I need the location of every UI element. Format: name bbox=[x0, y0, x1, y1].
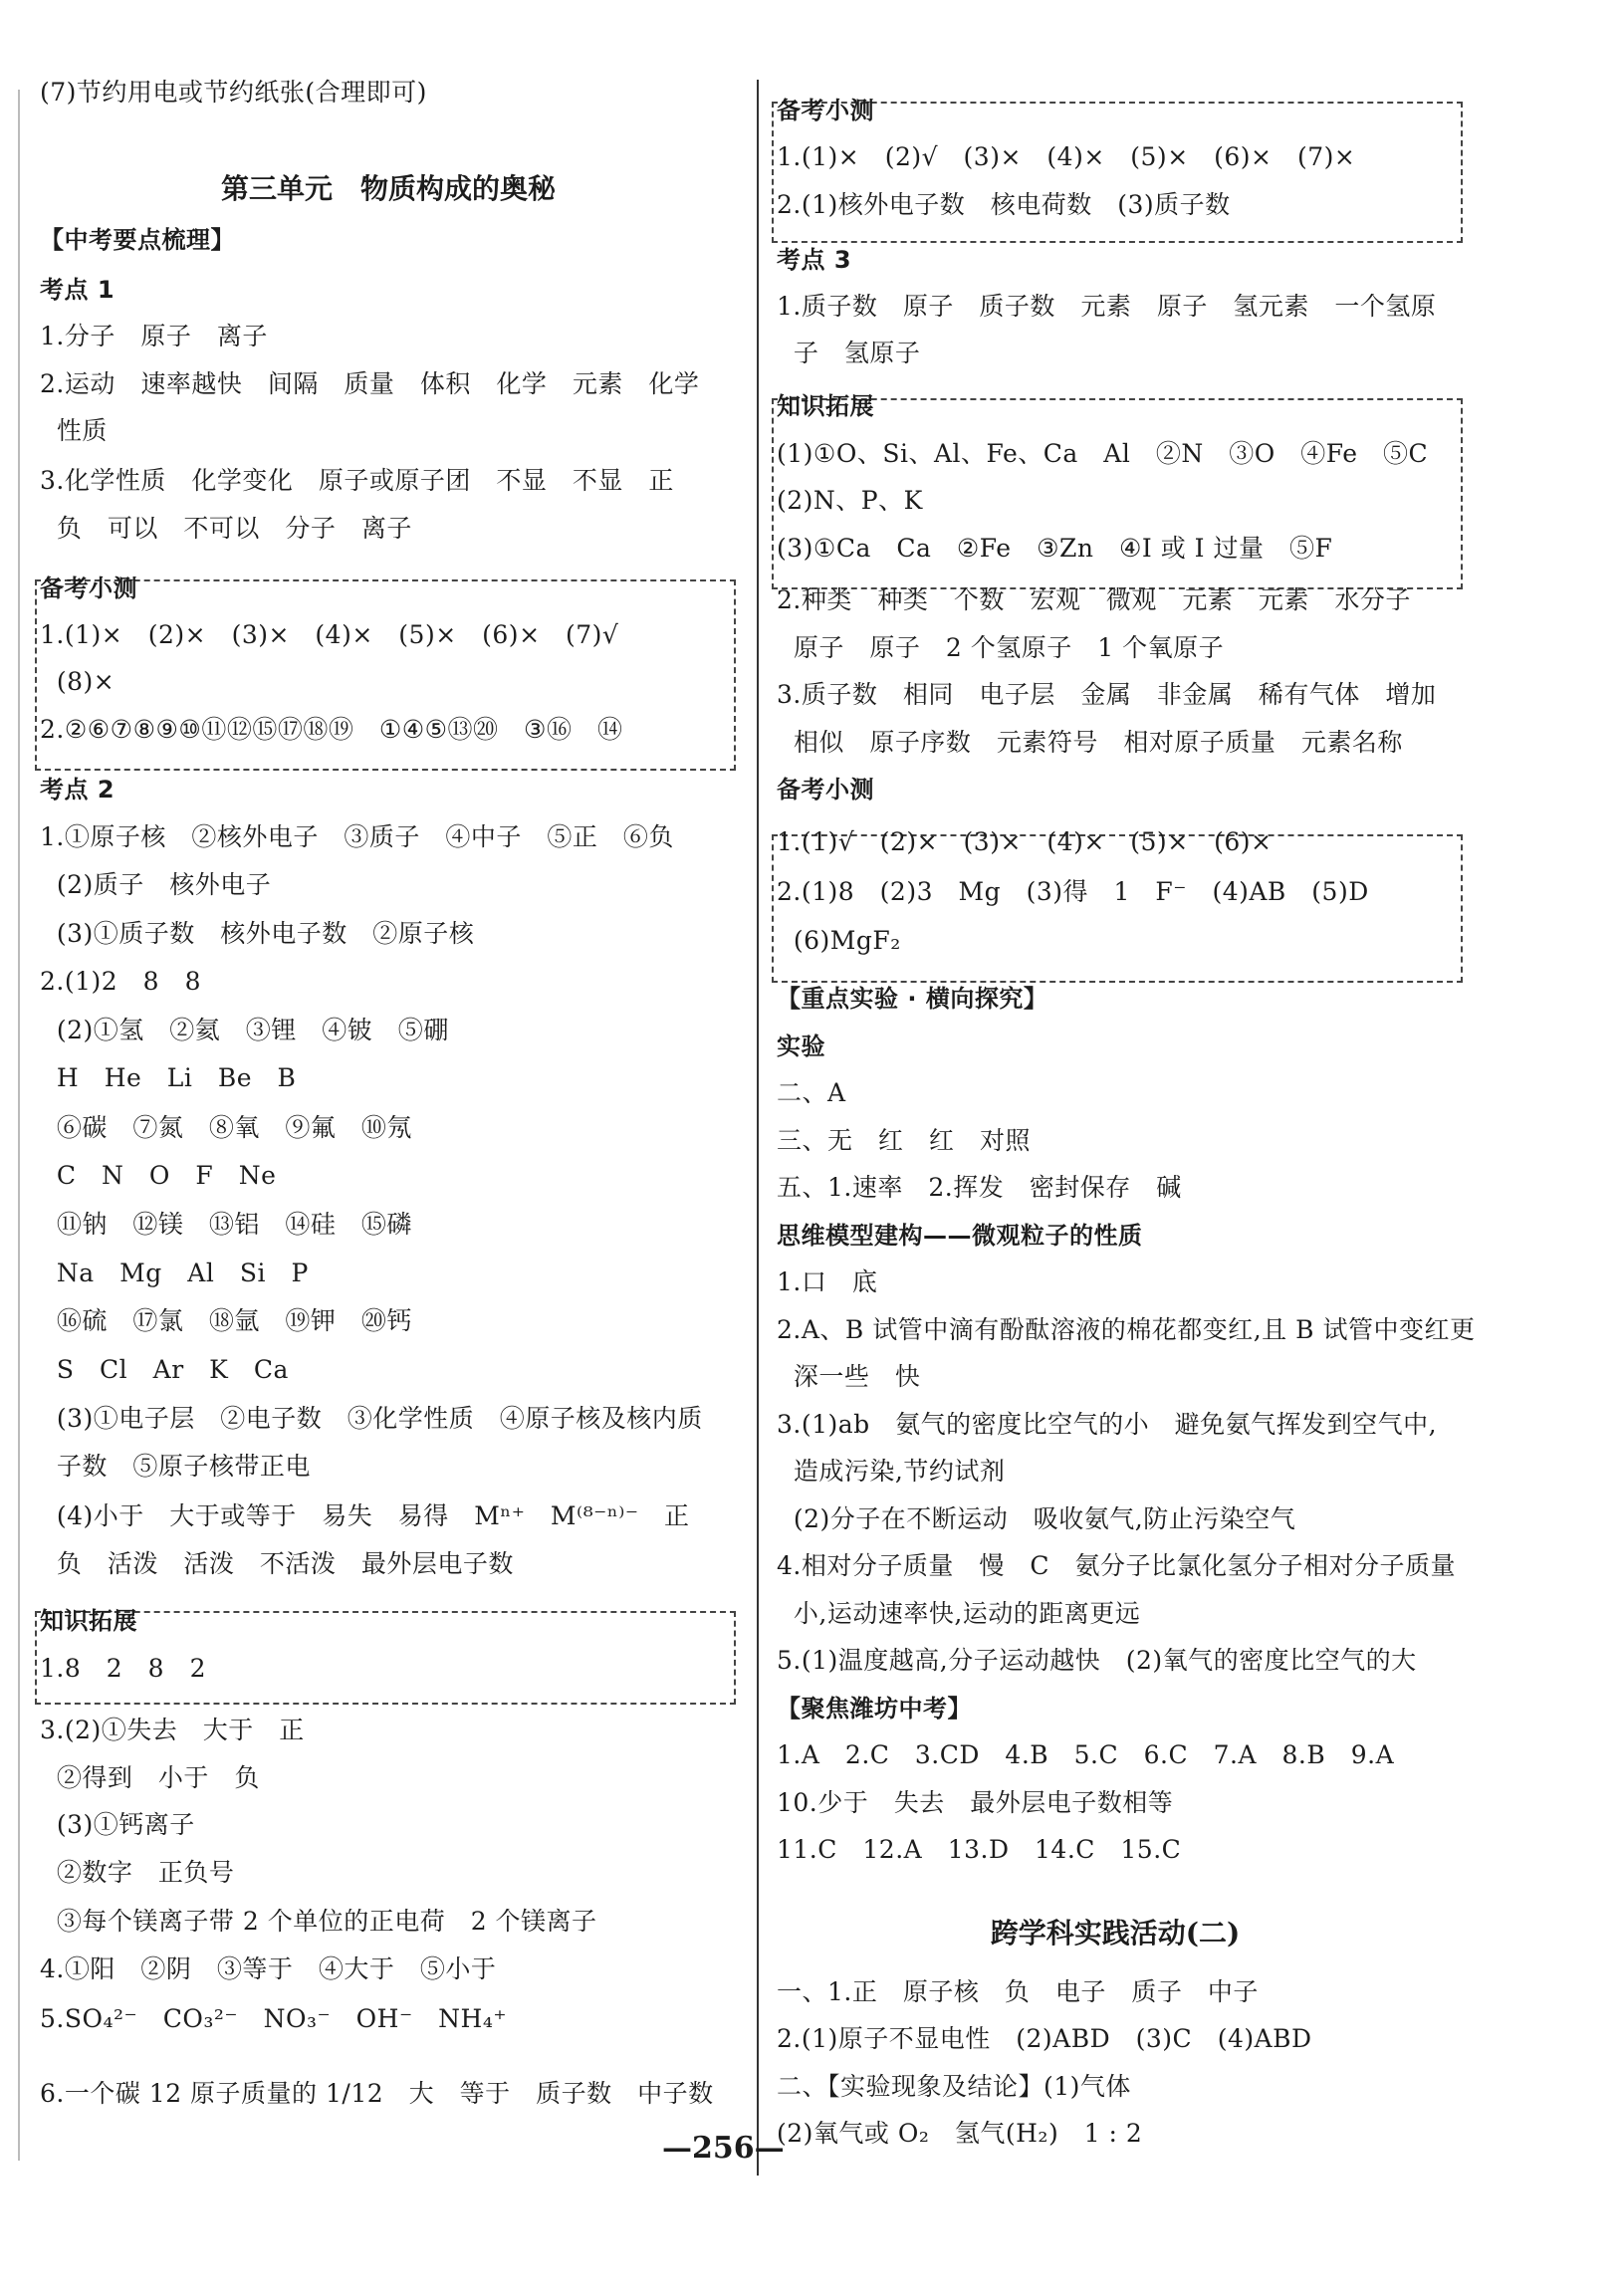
left-line-5: 性质 bbox=[40, 416, 108, 445]
left-line-27: (4)小于 大于或等于 易失 易得 Mⁿ⁺ M⁽⁸⁻ⁿ⁾⁻ 正 bbox=[40, 1501, 690, 1530]
right-line-10: 2.种类 种类 个数 宏观 微观 元素 元素 水分子 bbox=[777, 585, 1411, 614]
right-line-6: 知识拓展 bbox=[777, 392, 874, 420]
left-line-11: 2.②⑥⑦⑧⑨⑩⑪⑫⑮⑰⑱⑲ ①④⑤⑬⑳ ③⑯ ⑭ bbox=[40, 715, 623, 744]
right-line-18: 【重点实验 · 横向探究】 bbox=[777, 985, 1048, 1013]
left-line-21: ⑪钠 ⑫镁 ⑬铝 ⑭硅 ⑮磷 bbox=[40, 1210, 412, 1239]
left-line-19: ⑥碳 ⑦氮 ⑧氧 ⑨氟 ⑩氖 bbox=[40, 1113, 412, 1142]
right-line-14: 备考小测 bbox=[777, 776, 874, 804]
right-line-32: 5.(1)温度越高,分子运动越快 (2)氧气的密度比空气的大 bbox=[777, 1646, 1417, 1675]
right-line-20: 二、A bbox=[777, 1078, 846, 1107]
right-line-34: 1.A 2.C 3.CD 4.B 5.C 6.C 7.A 8.B 9.A bbox=[777, 1740, 1395, 1769]
left-line-26: 子数 ⑤原子核带正电 bbox=[40, 1452, 311, 1481]
left-line-18: H He Li Be B bbox=[40, 1063, 297, 1092]
right-line-9: (3)①Ca Ca ②Fe ③Zn ④I 或 I 过量 ⑤F bbox=[777, 534, 1333, 563]
left-line-20: C N O F Ne bbox=[40, 1161, 277, 1190]
left-line-17: (2)①氢 ②氦 ③锂 ④铍 ⑤硼 bbox=[40, 1016, 449, 1044]
page-number: —256— bbox=[662, 2131, 785, 2166]
left-line-37: 5.SO₄²⁻ CO₃²⁻ NO₃⁻ OH⁻ NH₄⁺ bbox=[40, 2004, 508, 2033]
right-line-26: 深一些 快 bbox=[777, 1362, 921, 1391]
right-line-24: 1.口 底 bbox=[777, 1267, 878, 1296]
left-line-30: 1.8 2 8 2 bbox=[40, 1654, 206, 1683]
left-line-1: 【中考要点梳理】 bbox=[40, 226, 235, 254]
right-line-0: 备考小测 bbox=[777, 97, 874, 124]
left-line-23: ⑯硫 ⑰氯 ⑱氩 ⑲钾 ⑳钙 bbox=[40, 1306, 412, 1335]
right-line-7: (1)①O、Si、Al、Fe、Ca Al ②N ③O ④Fe ⑤C bbox=[777, 439, 1429, 468]
left-line-24: S Cl Ar K Ca bbox=[40, 1355, 289, 1384]
right-line-5: 子 氢原子 bbox=[777, 339, 921, 367]
right-line-13: 相似 原子序数 元素符号 相对原子质量 元素名称 bbox=[777, 728, 1403, 757]
left-line-4: 2.运动 速率越快 间隔 质量 体积 化学 元素 化学 bbox=[40, 369, 700, 398]
right-line-3: 考点 3 bbox=[777, 246, 852, 274]
left-line-13: 1.①原子核 ②核外电子 ③质子 ④中子 ⑤正 ⑥负 bbox=[40, 822, 674, 851]
left-line-35: ③每个镁离子带 2 个单位的正电荷 2 个镁离子 bbox=[40, 1907, 597, 1936]
left-line-28: 负 活泼 活泼 不活泼 最外层电子数 bbox=[40, 1549, 514, 1578]
right-line-15: 1.(1)√ (2)× (3)× (4)× (5)× (6)× bbox=[777, 827, 1273, 856]
left-line-31: 3.(2)①失去 大于 正 bbox=[40, 1716, 305, 1744]
right-line-33: 【聚焦潍坊中考】 bbox=[777, 1695, 972, 1722]
unit-title: 第三单元 物质构成的奥秘 bbox=[220, 172, 556, 205]
left-line-10: (8)× bbox=[40, 667, 116, 696]
section-title: 跨学科实践活动(二) bbox=[990, 1917, 1241, 1950]
left-line-7: 负 可以 不可以 分子 离子 bbox=[40, 514, 412, 543]
right-line-25: 2.A、B 试管中滴有酚酞溶液的棉花都变红,且 B 试管中变红更 bbox=[777, 1315, 1476, 1344]
left-line-33: (3)①钙离子 bbox=[40, 1810, 195, 1839]
left-line-8: 备考小测 bbox=[40, 574, 137, 602]
right-line-36: 11.C 12.A 13.D 14.C 15.C bbox=[777, 1835, 1182, 1864]
right-line-23: 思维模型建构——微观粒子的性质 bbox=[777, 1222, 1143, 1250]
right-line-27: 3.(1)ab 氨气的密度比空气的小 避免氨气挥发到空气中, bbox=[777, 1410, 1438, 1439]
left-line-38: 6.一个碳 12 原子质量的 1/12 大 等于 质子数 中子数 bbox=[40, 2079, 714, 2108]
right-line-12: 3.质子数 相同 电子层 金属 非金属 稀有气体 增加 bbox=[777, 680, 1437, 709]
left-line-3: 1.分子 原子 离子 bbox=[40, 322, 268, 350]
right-line-28: 造成污染,节约试剂 bbox=[777, 1457, 1006, 1486]
right-line-38: 2.(1)原子不显电性 (2)ABD (3)C (4)ABD bbox=[777, 2024, 1312, 2053]
left-line-12: 考点 2 bbox=[40, 776, 116, 804]
right-line-11: 原子 原子 2 个氢原子 1 个氧原子 bbox=[777, 633, 1225, 662]
right-line-21: 三、无 红 红 对照 bbox=[777, 1126, 1032, 1155]
column-divider bbox=[757, 80, 759, 2176]
left-line-6: 3.化学性质 化学变化 原子或原子团 不显 不显 正 bbox=[40, 466, 674, 495]
right-line-37: 一、1.正 原子核 负 电子 质子 中子 bbox=[777, 1977, 1259, 2006]
left-line-34: ②数字 正负号 bbox=[40, 1858, 235, 1887]
left-line-0: (7)节约用电或节约纸张(合理即可) bbox=[40, 78, 427, 107]
right-line-39: 二、【实验现象及结论】(1)气体 bbox=[777, 2072, 1131, 2101]
left-margin-rule bbox=[18, 90, 20, 2161]
right-line-16: 2.(1)8 (2)3 Mg (3)得 1 F⁻ (4)AB (5)D bbox=[777, 877, 1369, 906]
right-line-2: 2.(1)核外电子数 核电荷数 (3)质子数 bbox=[777, 190, 1231, 219]
left-line-14: (2)质子 核外电子 bbox=[40, 870, 272, 899]
right-line-29: (2)分子在不断运动 吸收氨气,防止污染空气 bbox=[777, 1504, 1296, 1533]
left-line-29: 知识拓展 bbox=[40, 1607, 137, 1635]
left-line-25: (3)①电子层 ②电子数 ③化学性质 ④原子核及核内质 bbox=[40, 1404, 703, 1433]
right-line-1: 1.(1)× (2)√ (3)× (4)× (5)× (6)× (7)× bbox=[777, 142, 1356, 171]
right-line-35: 10.少于 失去 最外层电子数相等 bbox=[777, 1788, 1174, 1817]
right-line-8: (2)N、P、K bbox=[777, 486, 923, 515]
right-line-4: 1.质子数 原子 质子数 元素 原子 氢元素 一个氢原 bbox=[777, 292, 1437, 321]
left-line-22: Na Mg Al Si P bbox=[40, 1259, 309, 1287]
right-line-30: 4.相对分子质量 慢 C 氨分子比氯化氢分子相对分子质量 bbox=[777, 1551, 1456, 1580]
left-line-36: 4.①阳 ②阴 ③等于 ④大于 ⑤小于 bbox=[40, 1954, 497, 1983]
left-line-2: 考点 1 bbox=[40, 276, 116, 304]
right-line-19: 实验 bbox=[777, 1033, 825, 1060]
left-line-15: (3)①质子数 核外电子数 ②原子核 bbox=[40, 919, 475, 948]
quiz-box-2 bbox=[772, 102, 1463, 243]
right-line-17: (6)MgF₂ bbox=[777, 926, 901, 955]
right-line-31: 小,运动速率快,运动的距离更远 bbox=[777, 1599, 1141, 1628]
right-line-40: (2)氧气或 O₂ 氢气(H₂) 1 : 2 bbox=[777, 2119, 1143, 2148]
left-line-32: ②得到 小于 负 bbox=[40, 1763, 260, 1792]
left-line-16: 2.(1)2 8 8 bbox=[40, 967, 201, 996]
left-line-9: 1.(1)× (2)× (3)× (4)× (5)× (6)× (7)√ bbox=[40, 620, 619, 649]
right-line-22: 五、1.速率 2.挥发 密封保存 碱 bbox=[777, 1173, 1182, 1202]
